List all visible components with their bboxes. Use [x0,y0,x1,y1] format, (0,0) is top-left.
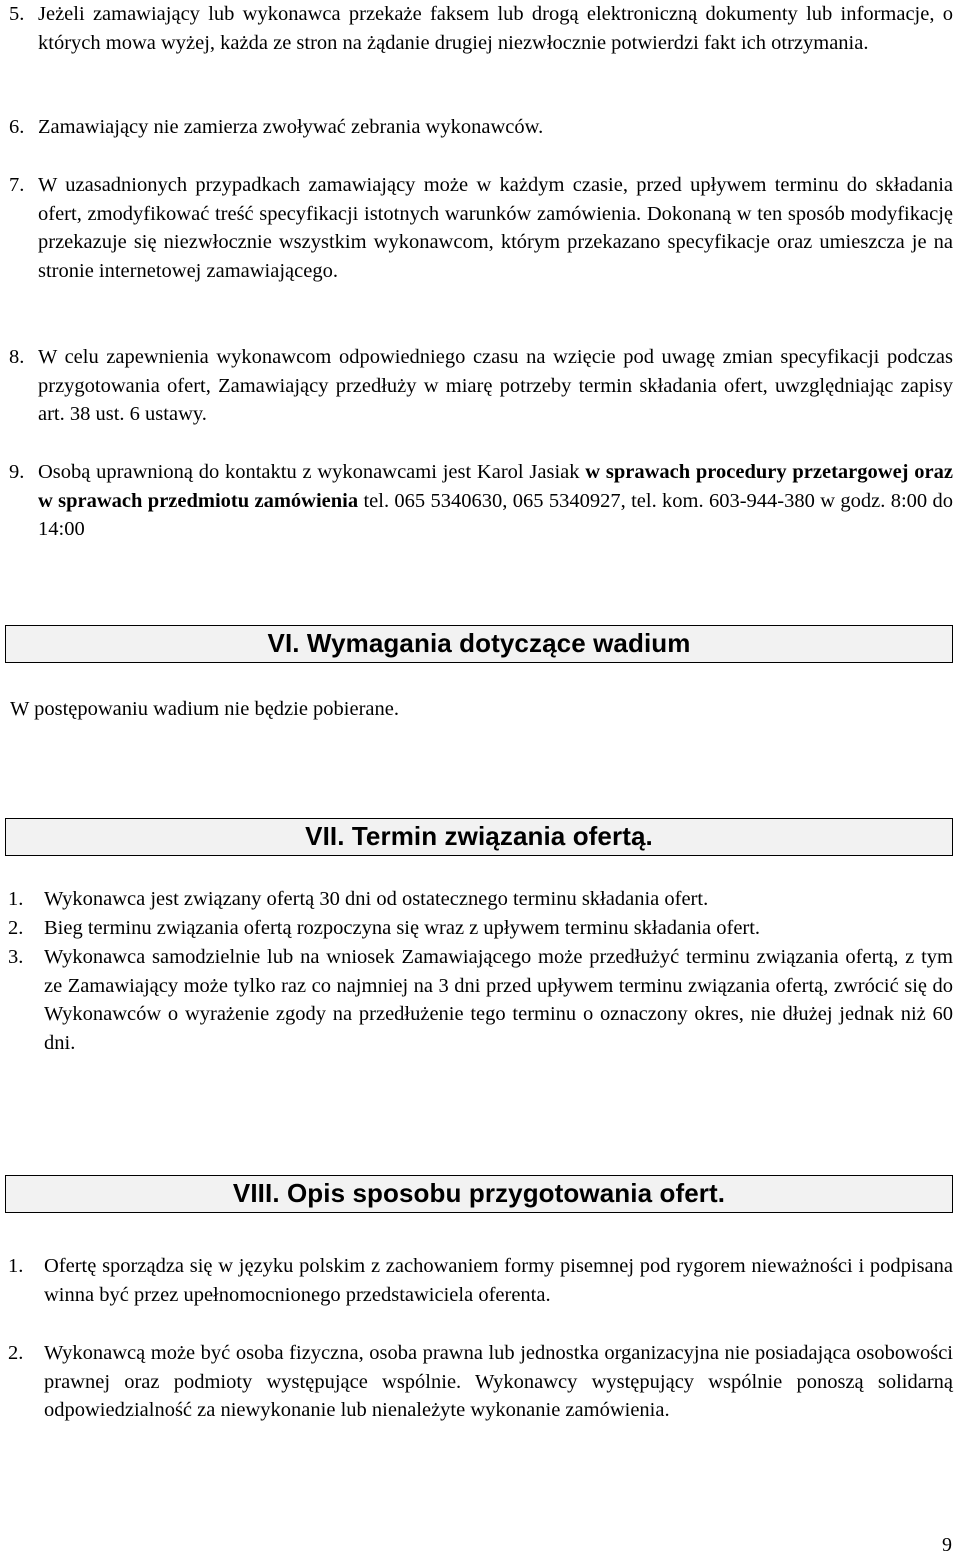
item-number: 6. [9,116,25,138]
section-header-vii: VII. Termin związania ofertą. [5,818,953,856]
list-item-6 [9,113,953,142]
item-number: 1. [8,888,24,910]
item-number: 3. [8,946,24,968]
item-text: W uzasadnionych przypadkach zamawiający może w każdym czasie, przed upływem terminu do składania ofert, zmodyfikować treść specyfikacji istotnych warunków zamówienia. Dokonaną w ten sposób modyfikację przekazuje się niezwłocznie wszystkim wykonawcom, którym przekazano specyfikacje oraz umieszcza je na stronie internetowej zamawiającego. [38,174,953,282]
contact-phone-text: tel. 065 5340630, 065 5340927, tel. kom. 603-944-380 w godz. 8:00 do 14:00 [38,489,953,540]
page-number: 9 [942,1534,952,1556]
item-text: W celu zapewnienia wykonawcom odpowiedniego czasu na wzięcie pod uwagę zmian specyfikacji podczas przygotowania ofert, Zamawiający przedłuży w miarę potrzeby termin składania ofert, uwzględniając zapisy art. 38 ust. 6 ustawy. [38,346,953,425]
item-text: Wykonawca jest związany ofertą 30 dni od ostatecznego terminu składania ofert. [44,888,709,910]
section-viii-item-1 [8,1252,953,1309]
item-text: Wykonawcą może być osoba fizyczna, osoba prawna lub jednostka organizacyjna nie posiadająca osobowości prawnej oraz podmioty występujące wspólnie. Wykonawcy występujący wspólnie ponoszą solidarną odpowiedzialność za niewykonanie lub nienależyte wykonanie zamówienia. [44,1342,953,1421]
section-viii-item-2 [8,1339,953,1425]
contact-scope-bold: w sprawach procedury przetargowej oraz w sprawach przedmiotu zamówienia [38,461,953,512]
contact-text: Osobą uprawnioną do kontaktu z wykonawcami jest Karol Jasiak [38,461,586,483]
item-text: Zamawiający nie zamierza zwoływać zebrania wykonawców. [38,116,544,138]
item-text: Ofertę sporządza się w języku polskim z zachowaniem formy pisemnej pod rygorem nieważności i podpisana winna być przez upełnomocnionego przedstawiciela oferenta. [44,1255,953,1306]
item-text: Jeżeli zamawiający lub wykonawca przekaże faksem lub drogą elektroniczną dokumenty lub informacje, o których mowa wyżej, każda ze stron na żądanie drugiej niezwłocznie potwierdzi fakt ich otrzymania. [38,3,953,54]
item-number: 5. [9,3,25,25]
item-text: Wykonawca samodzielnie lub na wniosek Zamawiającego może przedłużyć terminu związania ofertą, z tym ze Zamawiający może tylko raz co najmniej na 3 dni przed upływem terminu związania ofertą, zwrócić się do Wykonawców o wyrażenie zgody na przedłużenie tego terminu o oznaczony okres, nie dłużej jednak niż 60 dni. [44,946,953,1054]
item-number: 7. [9,174,25,196]
list-item-9 [9,458,953,544]
item-number: 1. [8,1255,24,1277]
list-item-5 [9,0,953,57]
item-text [38,461,953,540]
item-number: 8. [9,346,25,368]
section-vi-text: W postępowaniu wadium nie będzie pobierane. [10,698,399,720]
list-item-7 [9,171,953,285]
item-number: 2. [8,1342,24,1364]
item-number: 2. [8,917,24,939]
section-header-viii: VIII. Opis sposobu przygotowania ofert. [5,1175,953,1213]
section-vii-item-3 [8,943,953,1057]
section-vii-item-2 [8,914,953,943]
list-item-8 [9,343,953,429]
section-header-vi: VI. Wymagania dotyczące wadium [5,625,953,663]
item-text: Bieg terminu związania ofertą rozpoczyna się wraz z upływem terminu składania ofert. [44,917,761,939]
section-vii-item-1 [8,885,953,914]
item-number: 9. [9,461,25,483]
